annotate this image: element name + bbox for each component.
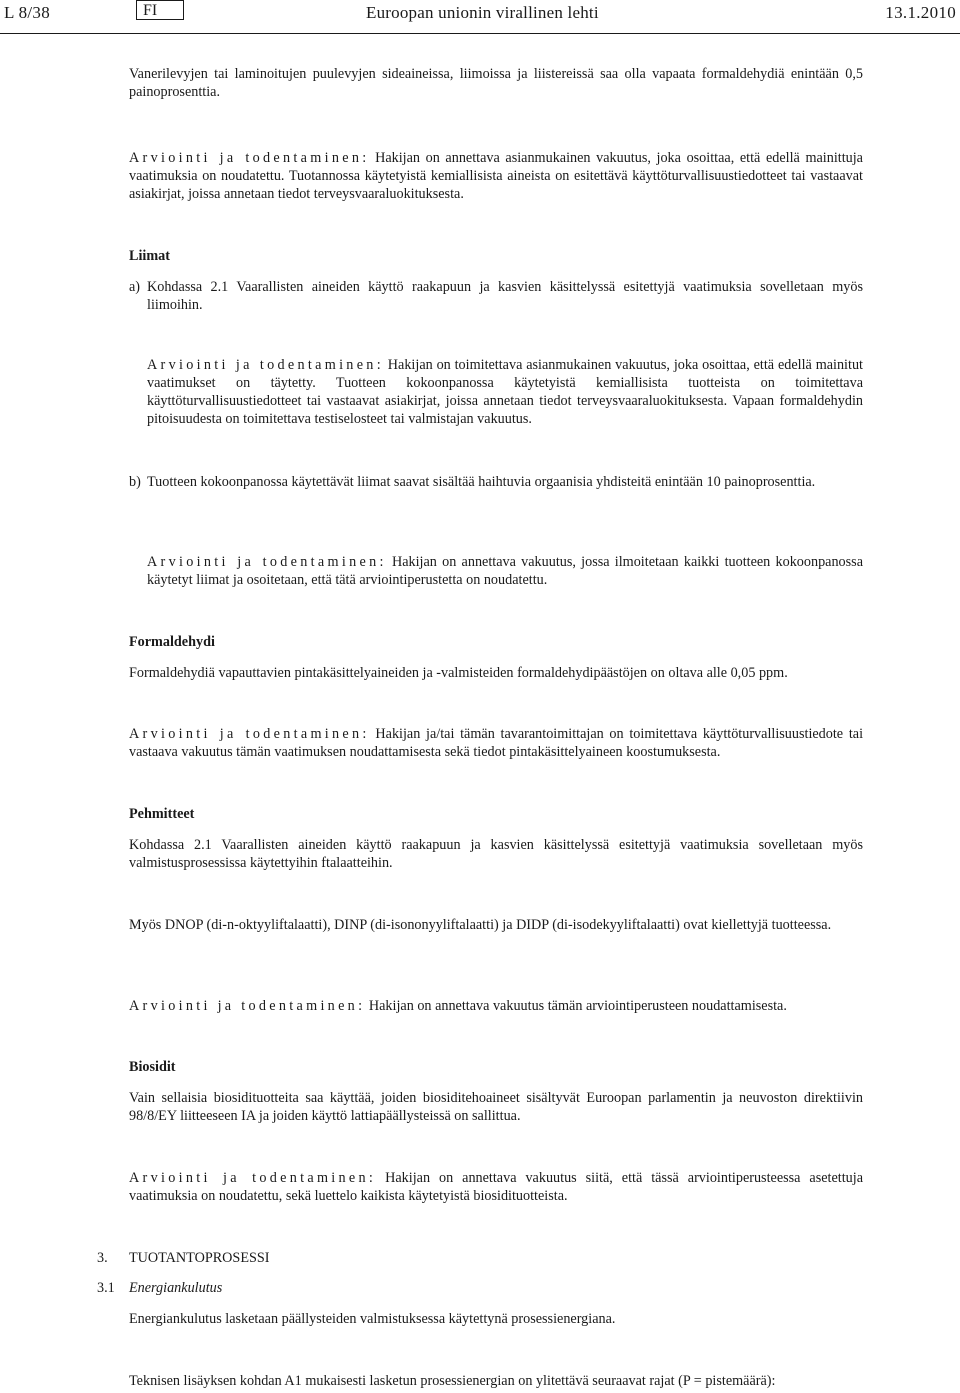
section-title: TUOTANTOPROSESSI: [129, 1250, 270, 1266]
list-item-b-label: b): [129, 474, 141, 490]
assessment-paragraph-4: [129, 725, 863, 761]
formaldehyde-paragraph: Formaldehydiä vapauttavien pintakäsittelyaineiden ja -valmisteiden formaldehydipäästöjen on oltava alle 0,05 ppm.: [129, 665, 788, 681]
assessment-label: Arviointi ja todentaminen:: [129, 726, 370, 742]
language-badge: FI: [136, 0, 184, 20]
assessment-paragraph-2: [147, 356, 863, 428]
assessment-paragraph-6: [129, 1169, 863, 1205]
header-divider: [0, 33, 960, 34]
list-item-b-text: Tuotteen kokoonpanossa käytettävät liimat saavat sisältää haihtuvia orgaanisia yhdisteitä enintään 10 painoprosenttia.: [147, 474, 816, 490]
list-item-a-label: a): [129, 279, 141, 295]
assessment-text: Hakijan on annettava vakuutus tämän arviointiperusteen noudattamisesta.: [368, 998, 787, 1014]
assessment-paragraph-3: [147, 553, 863, 589]
subsection-title: Energiankulutus: [129, 1280, 223, 1296]
section-heading-formaldehydi: Formaldehydi: [129, 634, 215, 650]
assessment-text: Hakijan on annettava vakuutus, jossa ilmoitetaan kaikki tuotteen kokoonpanossa käytetyt liimat ja osoitetaan, että tätä arviointiperustetta on noudatettu.: [147, 554, 863, 588]
assessment-label: Arviointi ja todentaminen:: [129, 1170, 377, 1186]
section-heading-liimat: Liimat: [129, 248, 170, 264]
assessment-text: Hakijan ja/tai tämän tavarantoimittajan on toimitettava käyttöturvallisuustiedote tai vastaava vakuutus tämän vaatimuksen noudattamisesta sekä tiedot pintakäsittelyaineen koostumuksesta.: [129, 726, 864, 760]
energy-paragraph-1: Energiankulutus lasketaan päällysteiden valmistuksessa käytettynä prosessienergiana.: [129, 1311, 616, 1327]
plasticisers-paragraph-1: Kohdassa 2.1 Vaarallisten aineiden käyttö raakapuun ja kasvien käsittelyssä esitettyjä vaatimuksia sovelletaan myös valmistusprosessissa käytettyihin ftalaatteihin.: [129, 837, 863, 871]
list-item-a-text: Kohdassa 2.1 Vaarallisten aineiden käyttö raakapuun ja kasvien käsittelyssä esitettyjä vaatimuksia sovelletaan myös liimoihin.: [147, 279, 863, 313]
section-heading-biosidit: Biosidit: [129, 1059, 176, 1075]
publication-date: 13.1.2010: [885, 3, 956, 22]
assessment-paragraph-1: [129, 149, 863, 203]
plasticisers-paragraph-2: Myös DNOP (di-n-oktyyliftalaatti), DINP (di-isononyyliftalaatti) ja DIDP (di-isodekyyliftalaatti) ovat kiellettyjä tuotteessa.: [129, 917, 832, 933]
subsection-number: 3.1: [97, 1280, 115, 1296]
assessment-text: Hakijan on annettava vakuutus siitä, että tässä arviointiperusteessa asetettuja vaatimuksia on noudatettu, sekä luettelo kaikista käytetyistä biosidituotteista.: [129, 1170, 863, 1204]
biocides-paragraph: Vain sellaisia biosidituotteita saa käyttää, joiden biosiditehoaineet sisältyvät Euroopan parlamentin ja neuvoston direktiivin 98/8/EY liitteeseen IA ja joiden käyttö lattiapäällysteissä on sallittua.: [129, 1090, 863, 1124]
page-header: [0, 0, 960, 34]
section-number: 3.: [97, 1250, 108, 1266]
journal-title: Euroopan unionin virallinen lehti: [366, 3, 599, 22]
assessment-text: Hakijan on toimitettava asianmukainen vakuutus, joka osoittaa, että edellä mainitut vaatimukset on täytetty. Tuotteen kokoonpanossa käytetyistä kemiallisista tuotteista on toimitettava käyttöturvallisuustiedotteet tai vastaavat asiakirjat, joissa annetaan tiedot terveysvaaraluokituksesta. Vapaan formaldehydin pitoisuudesta on toimitettava testiselosteet tai valmistajan vakuutus.: [147, 357, 863, 427]
assessment-text: Hakijan on annettava asianmukainen vakuutus, joka osoittaa, että edellä mainittuja vaatimuksia on noudatettu. Tuotannossa käytetyistä kemiallisista aineista on esitettävä käyttöturvallisuustiedotteet tai vastaavat asiakirjat, joissa annetaan tiedot terveysvaaraluokituksesta.: [129, 150, 863, 202]
assessment-label: Arviointi ja todentaminen:: [147, 554, 387, 570]
assessment-label: Arviointi ja todentaminen:: [129, 998, 366, 1014]
assessment-label: Arviointi ja todentaminen:: [129, 150, 370, 166]
page-reference: L 8/38: [4, 3, 51, 22]
energy-paragraph-2: Teknisen lisäyksen kohdan A1 mukaisesti lasketun prosessienergian on ylitettävä seuraavat rajat (P = pistemäärä):: [129, 1373, 776, 1389]
assessment-label: Arviointi ja todentaminen:: [147, 357, 384, 373]
intro-paragraph: Vanerilevyjen tai laminoitujen puulevyjen sideaineissa, liimoissa ja liistereissä saa olla vapaata formaldehydiä enintään 0,5 painoprosenttia.: [129, 66, 863, 100]
assessment-paragraph-5: [129, 997, 863, 1015]
section-heading-pehmitteet: Pehmitteet: [129, 806, 195, 822]
